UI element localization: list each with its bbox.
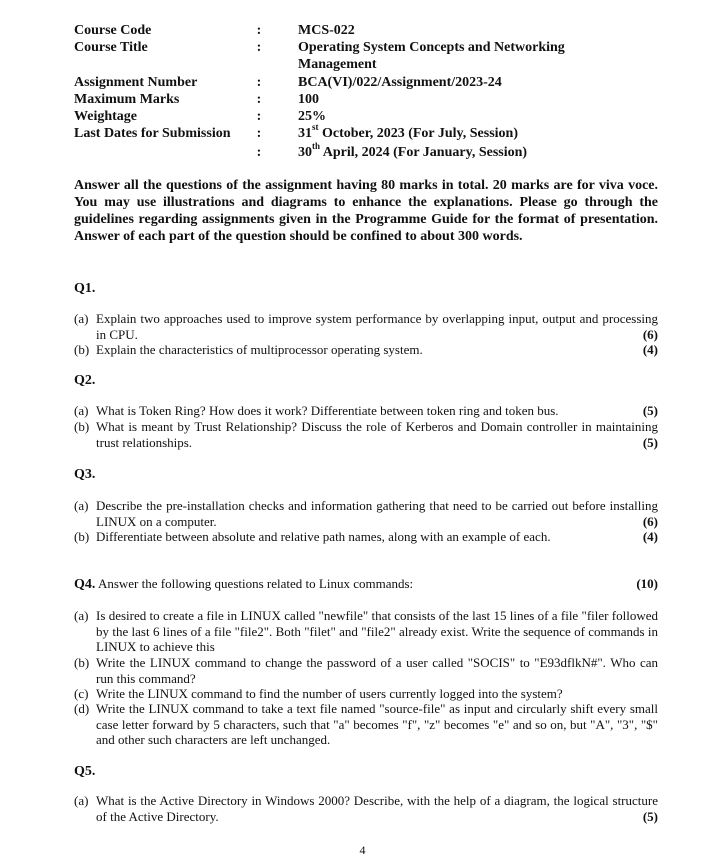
question-4a: [74, 608, 658, 655]
marks: (4): [642, 342, 658, 357]
colon: :: [256, 92, 262, 107]
course-title-value: Operating System Concepts and Networking Management: [298, 40, 565, 72]
question-5-title: Q5.: [74, 764, 96, 779]
marks: (6): [642, 513, 658, 529]
marks: (5): [642, 808, 658, 824]
item-label: (a): [74, 311, 89, 326]
colon: :: [256, 109, 262, 124]
colon: :: [256, 126, 262, 141]
question-2a: [74, 403, 658, 419]
item-text: Explain the characteristics of multiprocessor operating system. (4): [96, 342, 658, 357]
question-5a: [74, 793, 658, 824]
instructions-paragraph: Answer all the questions of the assignment having 80 marks in total. 20 marks are for viva voce. You may use illustrations and diagrams to enhance the explanations. Please go through the guidelines regarding assignments given in the Programme Guide for the format of presentation. Answer of each part of the question should be confined to about 300 words.: [74, 178, 658, 244]
item-label: (a): [74, 608, 89, 623]
question-2-title: Q2.: [74, 373, 96, 388]
marks: (5): [642, 403, 658, 418]
colon: :: [256, 145, 262, 160]
assignment-number-label: Assignment Number: [74, 75, 198, 90]
item-label: (b): [74, 529, 90, 544]
colon: :: [256, 75, 262, 90]
colon: :: [256, 40, 262, 55]
course-code-label: Course Code: [74, 23, 152, 38]
submission-date-january: 30th April, 2024 (For January, Session): [298, 141, 528, 160]
submission-date-july: 31st October, 2023 (For July, Session): [298, 122, 519, 141]
colon: :: [256, 23, 262, 38]
question-1b: [74, 342, 658, 358]
item-text: Describe the pre-installation checks and information gathering that need to be carried out before installing LINUX on a computer. (6): [96, 498, 658, 529]
item-text: What is the Active Directory in Windows 2000? Describe, with the help of a diagram, the logical structure of the Active Directory. (5): [96, 793, 658, 824]
question-3-title: Q3.: [74, 467, 96, 482]
item-text: What is Token Ring? How does it work? Differentiate between token ring and token bus. (5): [96, 403, 658, 418]
item-label: (a): [74, 793, 89, 808]
question-3a: [74, 498, 658, 529]
item-text: Write the LINUX command to change the password of a user called "SOCIS" to "E93dflkN#". Who can run this command?: [96, 655, 658, 686]
question-4d: [74, 701, 658, 748]
submission-label: Last Dates for Submission: [74, 126, 231, 141]
page-number: 4: [359, 843, 366, 857]
item-label: (a): [74, 498, 89, 513]
course-title-label: Course Title: [74, 40, 148, 55]
item-label: (b): [74, 419, 90, 434]
question-4-intro: Answer the following questions related to Linux commands:: [97, 576, 414, 591]
marks: (4): [642, 529, 658, 544]
question-1a: [74, 311, 658, 342]
item-text: Write the LINUX command to find the number of users currently logged into the system?: [96, 686, 563, 701]
item-label: (c): [74, 686, 89, 701]
item-label: (d): [74, 701, 90, 716]
question-2b: [74, 419, 658, 450]
course-code-value: MCS-022: [298, 23, 355, 38]
item-text: Differentiate between absolute and relative path names, along with an example of each. (4): [96, 529, 658, 544]
item-text: Is desired to create a file in LINUX called "newfile" that consists of the last 15 lines of a file "filer followed by the last 6 lines of a file "file2". Both "filet" and "file2" already exist. Write the sequence of commands in LINUX to achieve this: [96, 608, 658, 654]
item-text: What is meant by Trust Relationship? Discuss the role of Kerberos and Domain controller in maintaining trust relationships. (5): [96, 419, 658, 450]
marks: (5): [642, 434, 658, 450]
maximum-marks-label: Maximum Marks: [74, 92, 180, 107]
item-label: (b): [74, 342, 90, 357]
marks: (10): [636, 576, 658, 591]
assignment-number-value: BCA(VI)/022/Assignment/2023-24: [298, 75, 502, 90]
item-label: (a): [74, 403, 89, 418]
maximum-marks-value: 100: [298, 92, 319, 107]
marks: (6): [642, 326, 658, 342]
question-4-title: Q4.: [74, 577, 96, 592]
question-4b: [74, 655, 658, 686]
question-4-header: [74, 576, 658, 593]
item-label: (b): [74, 655, 90, 670]
question-4c: [74, 686, 658, 702]
question-3b: [74, 529, 658, 545]
item-text: Explain two approaches used to improve system performance by overlapping input, output and processing in CPU. (6): [96, 311, 658, 342]
weightage-label: Weightage: [74, 109, 137, 124]
question-1-title: Q1.: [74, 281, 96, 296]
weightage-value: 25%: [298, 109, 326, 124]
item-text: Write the LINUX command to take a text file named "source-file" as input and circularly shift every small case letter forward by 5 characters, such that "a" becomes "f", "z" becomes "e" and so on, but "A", "3", "$" and other such characters are left unchanged.: [96, 701, 658, 747]
